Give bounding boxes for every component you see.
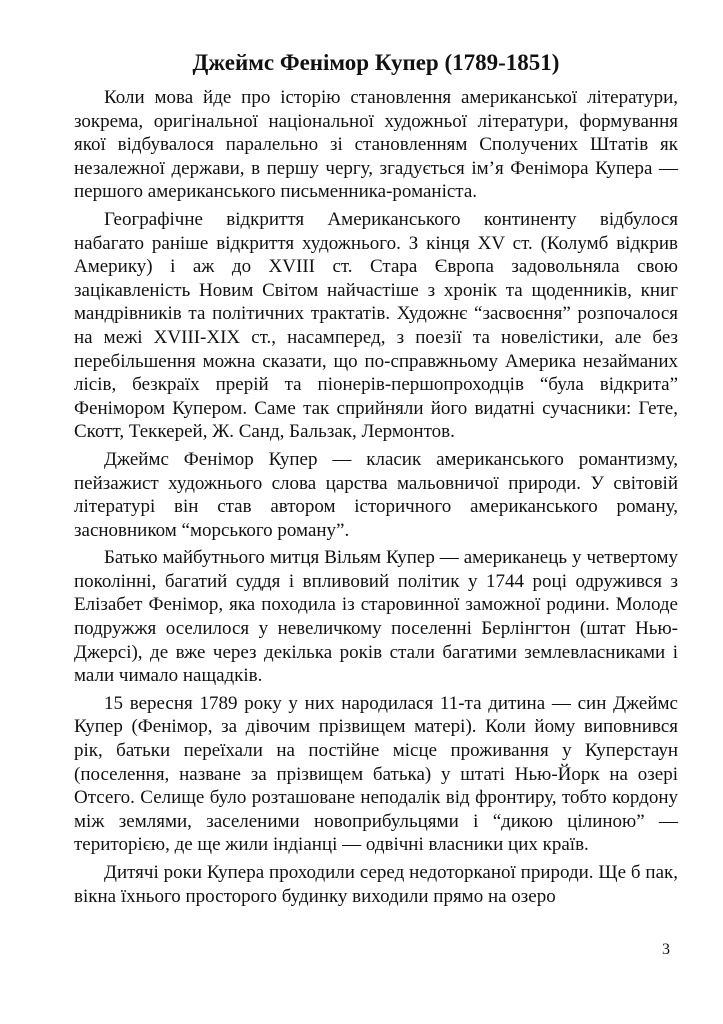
paragraph-6: Дитячі роки Купера проходили серед недоторканої природи. Ще б пак, вікна їхнього просторого будинку виходили прямо на озеро [74,862,678,907]
page-number: 3 [662,941,670,958]
paragraph-1: Коли мова йде про історію становлення американської літератури, зокрема, оригінальної національної художньої літератури, формування якої відбувалося паралельно зі становленням Сполучених Штатів як незалежної держави, в першу чергу, згадується ім’я Фенімора Купера — першого американського письменника-романіста. [74,87,678,203]
document-page [74,48,678,912]
paragraph-3: Джеймс Фенімор Купер — класик американського романтизму, пейзажист художнього слова царства мальовничої природи. У світовій літературі він став автором історичного американського роману, засновником “морського роману”. [74,448,678,541]
paragraph-4: Батько майбутнього митця Вільям Купер — американець у четвертому поколінні, багатий суддя і впливовий політик у 1744 році одружився з Елізабет Фенімор, яка походила із старовинної заможної родини. Молоде подружжя оселилося у невеличкому поселенні Берлінгтон (штат Нью-Джерсі), де вже через декілька років стали багатими землевласниками і мали чимало нащадків. [74,547,678,687]
paragraph-5: 15 вересня 1789 року у них народилася 11-та дитина — син Джеймс Купер (Фенімор, за дівочим прізвищем матері). Коли йому виповнився рік, батьки переїхали на постійне місце проживання у Куперстаун (поселення, назване за прізвищем батька) у штаті Нью-Йорк на озері Отсего. Селище було розташоване неподалік від фронтиру, тобто кордону між землями, заселеними новоприбульцями і “дикою цілиною” — територією, де ще жили індіанці — одвічні власники цих країв. [74,692,678,856]
paragraph-2: Географічне відкриття Американського континенту відбулося набагато раніше відкриття художнього. З кінця XV ст. (Колумб відкрив Америку) і аж до XVIII ст. Стара Європа задовольняла свою зацікавленість Новим Світом найчастіше з хронік та щоденників, книг мандрівників та політичних трактатів. Художнє “засвоєння” розпочалося на межі XVIII-XIX ст., насамперед, з поезії та новелістики, але без перебільшення можна сказати, що по-справжньому Америка незайманих лісів, безкраїх прерій та піонерів-першопроходців “була відкрита” Фенімором Купером. Саме так сприйняли його видатні сучасники: Гете, Скотт, Теккерей, Ж. Санд, Бальзак, Лермонтов. [74,208,678,443]
page-title: Джеймс Фенімор Купер (1789-1851) [192,50,560,75]
